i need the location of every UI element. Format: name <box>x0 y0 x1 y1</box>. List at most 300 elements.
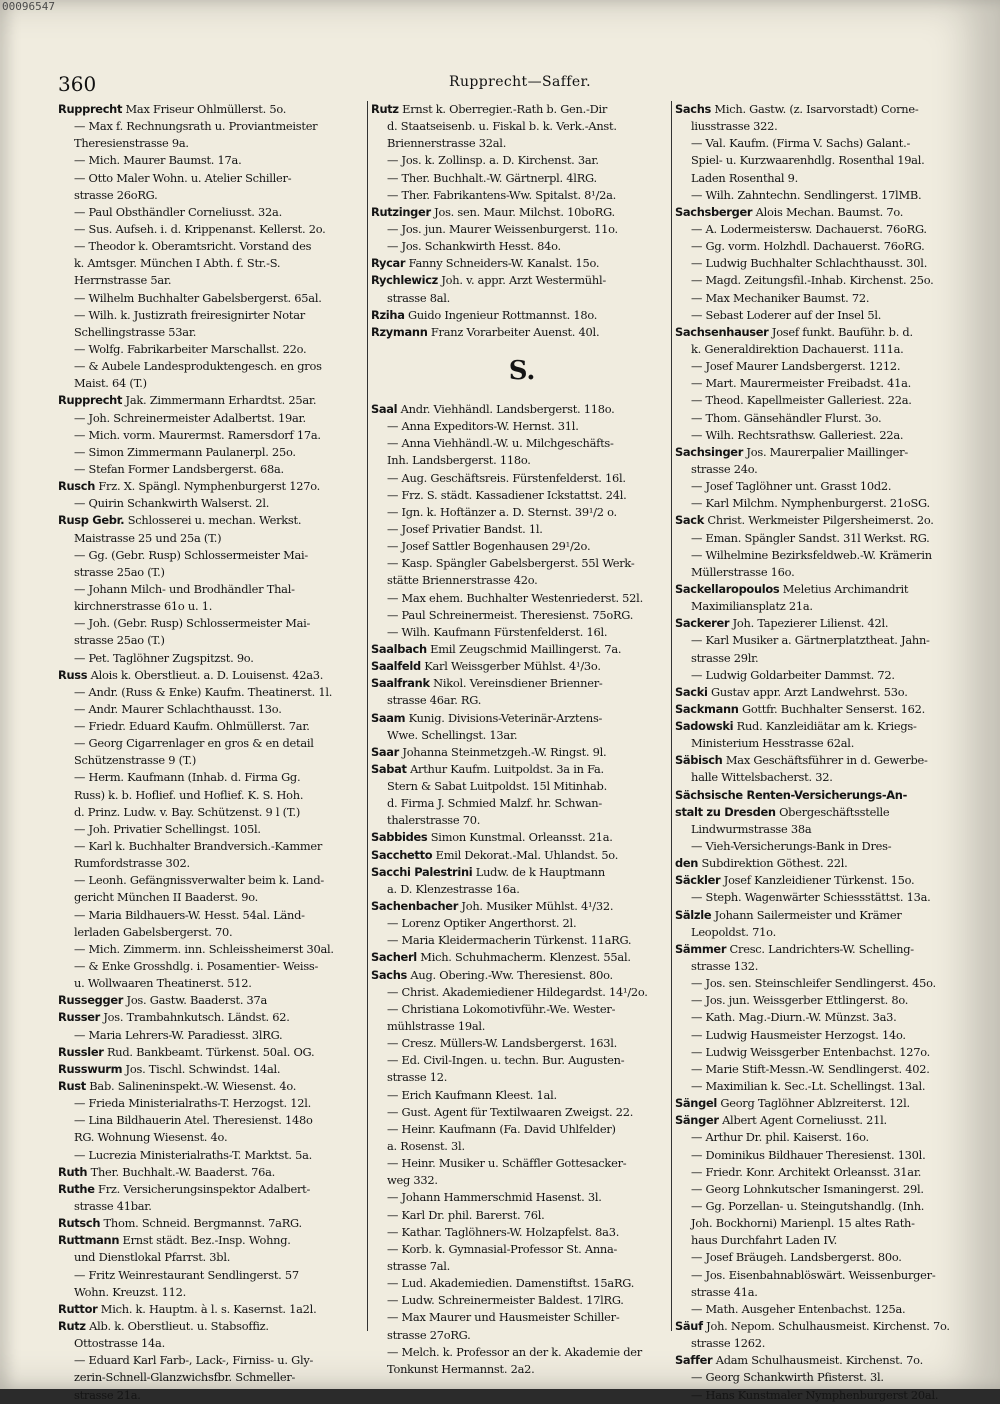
entry-text: Joh. Musiker Mühlst. 4¹/32. <box>461 899 614 914</box>
directory-entry-line <box>675 564 955 581</box>
entry-text: strasse 27oRG. <box>387 1327 471 1342</box>
entry-text: — Josef Maurer Landsbergerst. 1212. <box>691 359 901 374</box>
entry-text: — Friedr. Eduard Kaufm. Ohlmüllerst. 7ar. <box>74 719 310 734</box>
directory-entry-line <box>371 187 673 204</box>
entry-text: strasse 25ao (T.) <box>74 564 165 579</box>
directory-entry-line <box>675 650 955 667</box>
entry-text: strasse 12. <box>387 1070 448 1085</box>
directory-entry-line <box>371 1052 673 1069</box>
directory-entry-line <box>58 341 364 358</box>
entry-text: — Hans Kunstmaler Nymphenburgerst 20al. <box>691 1387 939 1402</box>
directory-entry-line <box>58 735 364 752</box>
entry-text: — Mich. Zimmerm. inn. Schleissheimerst 30al. <box>74 941 334 956</box>
directory-entry-line <box>675 255 955 272</box>
entry-text: — Marie Stift-Messn.-W. Sendlingerst. 402. <box>691 1061 930 1076</box>
directory-entry-line <box>371 470 673 487</box>
entry-surname: Sächsische Renten-Versicherungs-An- <box>675 787 908 802</box>
directory-entry-line <box>58 838 364 855</box>
directory-entry-line <box>371 1001 673 1018</box>
entry-text: — Wolfg. Fabrikarbeiter Marschallst. 22o. <box>74 341 307 356</box>
entry-text: Ottostrasse 14a. <box>74 1336 165 1351</box>
directory-entry-line <box>58 787 364 804</box>
directory-entry-line <box>58 1249 364 1266</box>
directory-entry-line <box>58 1369 364 1386</box>
entry-text: — & Enke Grosshdlg. i. Posamentier- Weiss- <box>74 959 319 974</box>
directory-entry-line <box>58 1095 364 1112</box>
directory-entry-line <box>58 290 364 307</box>
directory-entry-line <box>58 855 364 872</box>
directory-entry-line <box>675 855 955 872</box>
entry-text: — Mich. Maurer Baumst. 17a. <box>74 153 242 168</box>
entry-text: strasse 1262. <box>691 1336 766 1351</box>
entry-surname: Sämmer <box>675 941 727 956</box>
directory-entry-line <box>675 341 955 358</box>
directory-entry-line <box>675 992 955 1009</box>
entry-surname: Rust <box>58 1079 86 1094</box>
directory-entry-line <box>371 1344 673 1361</box>
directory-entry-line <box>371 1258 673 1275</box>
entry-text: — Arthur Dr. phil. Kaiserst. 16o. <box>691 1130 869 1145</box>
entry-text: — Herm. Kaufmann (Inhab. d. Firma Gg. <box>74 770 301 785</box>
entry-text: — Maximilian k. Sec.-Lt. Schellingst. 13al. <box>691 1079 926 1094</box>
entry-text: strasse 21a. <box>74 1387 141 1402</box>
directory-entry-line <box>675 1284 955 1301</box>
entry-text: — Ludwig Buchhalter Schlachthausst. 30l. <box>691 256 928 271</box>
entry-text: Joh. v. appr. Arzt Westermühl- <box>441 273 606 288</box>
directory-entry-line <box>371 1189 673 1206</box>
directory-entry-line <box>675 941 955 958</box>
directory-entry-line <box>371 727 673 744</box>
entry-surname: Rusch <box>58 479 96 494</box>
entry-text: Joh. Tapezierer Lilienst. 42l. <box>732 616 889 631</box>
directory-entry-line <box>58 1147 364 1164</box>
entry-text: stätte Briennerstrasse 42o. <box>387 573 538 588</box>
directory-entry-line <box>675 924 955 941</box>
directory-entry-line <box>58 1009 364 1026</box>
directory-entry-line <box>675 135 955 152</box>
entry-text: Jos. Tischl. Schwindst. 14al. <box>125 1061 281 1076</box>
entry-surname: Russer <box>58 1010 100 1025</box>
entry-text: Max Geschäftsführer in d. Gewerbe- <box>725 753 928 768</box>
entry-text: Mich. Gastw. (z. Isarvorstadt) Corne- <box>714 102 919 116</box>
entry-text: — Sebast Loderer auf der Insel 5l. <box>691 307 882 322</box>
entry-text: Karl Weissgerber Mühlst. 4¹/3o. <box>424 659 601 674</box>
directory-entry-line <box>675 307 955 324</box>
directory-entry-line <box>371 1309 673 1326</box>
entry-text: Bab. Salineninspekt.-W. Wiesenst. 4o. <box>89 1079 297 1094</box>
directory-entry-line <box>675 375 955 392</box>
entry-text: — Lucrezia Ministerialraths-T. Marktst. 5a. <box>74 1147 313 1162</box>
entry-surname: Sachenbacher <box>371 899 459 914</box>
entry-text: strasse 26oRG. <box>74 187 158 202</box>
directory-entry-line <box>675 1387 955 1404</box>
entry-text: Maist. 64 (T.) <box>74 376 147 391</box>
entry-text: — Georg Cigarrenlager en gros & en detail <box>74 736 314 751</box>
entry-text: Obergeschäftsstelle <box>779 804 890 819</box>
directory-entry-line <box>371 1018 673 1035</box>
directory-entry-line <box>371 1292 673 1309</box>
entry-surname: Sänger <box>675 1113 719 1128</box>
directory-entry-line <box>58 872 364 889</box>
entry-text: — Ther. Buchhalt.-W. Gärtnerpl. 4lRG. <box>387 170 597 185</box>
directory-entry-line <box>675 804 955 821</box>
entry-text: — Ludwig Goldarbeiter Dammst. 72. <box>691 667 895 682</box>
entry-text: — Gg. (Gebr. Rusp) Schlossermeister Mai- <box>74 547 309 562</box>
entry-text: — Karl Milchm. Nymphenburgerst. 21oSG. <box>691 496 930 511</box>
entry-text: — Lorenz Optiker Angerthorst. 2l. <box>387 916 577 931</box>
entry-text: Gottfr. Buchhalter Senserst. 162. <box>741 701 925 716</box>
directory-entry-line <box>58 564 364 581</box>
entry-text: Wwe. Schellingst. 13ar. <box>387 727 518 742</box>
entry-surname: Sängel <box>675 1096 717 1111</box>
directory-entry-line <box>58 1284 364 1301</box>
entry-text: strasse 24o. <box>691 461 758 476</box>
entry-text: mühlstrasse 19al. <box>387 1019 486 1034</box>
directory-entry-line <box>675 1061 955 1078</box>
directory-entry-line <box>371 135 673 152</box>
entry-text: Christ. Werkmeister Pilgersheimerst. 2o. <box>707 513 934 528</box>
entry-text: — Ed. Civil-Ingen. u. techn. Bur. Augusten- <box>387 1053 625 1068</box>
directory-entry-line <box>58 907 364 924</box>
entry-text: Alb. k. Oberstlieut. u. Stabsoffiz. <box>89 1318 269 1333</box>
entry-text: — Jos. jun. Maurer Weissenburgerst. 11o. <box>387 221 618 236</box>
directory-entry-line <box>58 255 364 272</box>
entry-surname: Sälzle <box>675 907 712 922</box>
entry-text: — Eman. Spängler Sandst. 31l Werkst. RG. <box>691 530 930 545</box>
directory-entry-line <box>371 675 673 692</box>
directory-entry-line <box>58 1129 364 1146</box>
entry-text: Frz. X. Spängl. Nymphenburgerst 127o. <box>98 479 321 494</box>
entry-text: Adam Schulhausmeist. Kirchenst. 7o. <box>715 1353 923 1368</box>
entry-text: strasse 29lr. <box>691 650 759 665</box>
directory-entry-line <box>58 1027 364 1044</box>
directory-entry-line <box>371 1172 673 1189</box>
entry-surname: den <box>675 856 699 871</box>
directory-entry-line <box>675 152 955 169</box>
entry-surname: Saar <box>371 744 399 759</box>
directory-entry-line <box>58 1044 364 1061</box>
directory-entry-line <box>675 547 955 564</box>
directory-entry-line <box>675 170 955 187</box>
directory-entry-line <box>58 632 364 649</box>
directory-entry-line <box>58 718 364 735</box>
directory-entry-line <box>675 701 955 718</box>
entry-text: — Wilh. Kaufmann Fürstenfelderst. 16l. <box>387 624 608 639</box>
directory-entry-line <box>371 290 673 307</box>
entry-text: — Aug. Geschäftsreis. Fürstenfelderst. 16l. <box>387 470 626 485</box>
directory-entry-line <box>675 907 955 924</box>
directory-entry-line <box>58 358 364 375</box>
directory-entry-line <box>58 889 364 906</box>
entry-text: Rud. Kanzleidiätar am k. Kriegs- <box>736 719 917 734</box>
entry-surname: Sadowski <box>675 719 734 734</box>
entry-text: a. D. Klenzestrasse 16a. <box>387 881 520 896</box>
page-number: 360 <box>58 72 97 96</box>
directory-entry-line <box>675 512 955 529</box>
directory-entry-line <box>371 572 673 589</box>
entry-text: Herrnstrasse 5ar. <box>74 273 172 288</box>
entry-surname: Rzymann <box>371 324 428 339</box>
entry-text: Ludw. de k Hauptmann <box>475 864 605 879</box>
entry-text: strasse 41a. <box>691 1284 758 1299</box>
entry-surname: Sabat <box>371 761 407 776</box>
entry-text: — Georg Lohnkutscher Ismaningerst. 29l. <box>691 1181 924 1196</box>
directory-entry-line <box>58 1267 364 1284</box>
directory-entry-line <box>58 615 364 632</box>
directory-entry-line <box>371 152 673 169</box>
directory-entry-line <box>58 101 364 118</box>
directory-entry-line <box>675 324 955 341</box>
directory-entry-line <box>675 889 955 906</box>
directory-entry-line <box>675 410 955 427</box>
directory-entry-line <box>675 444 955 461</box>
directory-entry-line <box>371 1104 673 1121</box>
directory-entry-line <box>675 1147 955 1164</box>
directory-entry-line <box>371 864 673 881</box>
entry-text: — Kathar. Taglöhners-W. Holzapfelst. 8a3. <box>387 1224 620 1239</box>
directory-entry-line <box>371 932 673 949</box>
directory-entry-line <box>371 1361 673 1378</box>
directory-entry-line <box>675 787 955 804</box>
entry-surname: Sachsenhauser <box>675 324 769 339</box>
directory-entry-line <box>371 898 673 915</box>
directory-entry-line <box>675 530 955 547</box>
entry-surname: Säbisch <box>675 753 723 768</box>
entry-text: Alois k. Oberstlieut. a. D. Louisenst. 42a3. <box>90 667 324 682</box>
entry-text: Inh. Landsbergerst. 118o. <box>387 453 531 468</box>
entry-surname: Rupprecht <box>58 393 123 408</box>
entry-text: — Maria Lehrers-W. Paradiesst. 3lRG. <box>74 1027 283 1042</box>
directory-entry-line <box>58 427 364 444</box>
entry-text: — Wilhelmine Bezirksfeldweb.-W. Krämerin <box>691 547 932 562</box>
entry-text: thalerstrasse 70. <box>387 813 481 828</box>
directory-entry-line <box>675 975 955 992</box>
directory-entry-line <box>58 495 364 512</box>
entry-text: — Mart. Maurermeister Freibadst. 41a. <box>691 376 911 391</box>
entry-text: Schützenstrasse 9 (T.) <box>74 753 197 768</box>
entry-text: — Fritz Weinrestaurant Sendlingerst. 57 <box>74 1267 299 1282</box>
entry-text: Cresc. Landrichters-W. Schelling- <box>729 941 914 956</box>
entry-text: — Sus. Aufseh. i. d. Krippenanst. Kellerst. 2o. <box>74 221 326 236</box>
directory-entry-line <box>371 418 673 435</box>
directory-entry-line <box>675 958 955 975</box>
entry-surname: Rusp Gebr. <box>58 513 125 528</box>
entry-text: — Leonh. Gefängnissverwalter beim k. Land- <box>74 873 324 888</box>
entry-text: — Korb. k. Gymnasial-Professor St. Anna- <box>387 1241 618 1256</box>
directory-entry-line <box>58 667 364 684</box>
entry-text: — Georg Schankwirth Pfisterst. 3l. <box>691 1370 884 1385</box>
directory-entry-line <box>58 1164 364 1181</box>
entry-surname: Sacki <box>675 684 708 699</box>
entry-text: Frz. Versicherungsinspektor Adalbert- <box>98 1181 311 1196</box>
entry-text: — Frieda Ministerialraths-T. Herzogst. 12l. <box>74 1096 311 1111</box>
entry-surname: Ruth <box>58 1164 88 1179</box>
entry-text: Emil Dekorat.-Mal. Uhlandst. 5o. <box>435 847 619 862</box>
entry-text: — Jos. k. Zollinsp. a. D. Kirchenst. 3ar. <box>387 153 599 168</box>
directory-entry-line <box>675 1215 955 1232</box>
entry-text: Nikol. Vereinsdiener Brienner- <box>433 676 603 691</box>
directory-entry-line <box>675 838 955 855</box>
directory-entry-line <box>675 1129 955 1146</box>
directory-entry-line <box>675 769 955 786</box>
entry-text: — Erich Kaufmann Kleest. 1al. <box>387 1087 557 1102</box>
entry-text: Johann Sailermeister und Krämer <box>714 907 902 922</box>
directory-entry-line <box>371 795 673 812</box>
directory-entry-line <box>58 941 364 958</box>
entry-text: Ernst städt. Bez.-Insp. Wohng. <box>122 1233 291 1248</box>
directory-entry-line <box>675 1301 955 1318</box>
entry-text: — Ign. k. Hoftänzer a. D. Sternst. 39¹/2 o. <box>387 504 617 519</box>
entry-text: Schellingstrasse 53ar. <box>74 324 197 339</box>
directory-entry-line <box>675 1369 955 1386</box>
directory-entry-line <box>58 804 364 821</box>
entry-surname: Rupprecht <box>58 102 123 116</box>
entry-surname: Rycar <box>371 256 406 271</box>
entry-text: Maistrasse 25 und 25a (T.) <box>74 530 222 545</box>
directory-entry-line <box>371 204 673 221</box>
entry-text: — Paul Schreinermeist. Theresienst. 75oRG. <box>387 607 634 622</box>
directory-entry-line <box>58 701 364 718</box>
entry-text: d. Firma J. Schmied Malzf. hr. Schwan- <box>387 796 602 811</box>
entry-text: kirchnerstrasse 61o u. 1. <box>74 599 213 614</box>
entry-text: — Josef Privatier Bandst. 1l. <box>387 521 543 536</box>
entry-text: — Joh. Privatier Schellingst. 105l. <box>74 821 261 836</box>
entry-surname: Ruttmann <box>58 1233 120 1248</box>
directory-entry-line <box>675 427 955 444</box>
entry-surname: Russwurm <box>58 1061 123 1076</box>
entry-text: — Dominikus Bildhauer Theresienst. 130l. <box>691 1147 926 1162</box>
entry-text: Rud. Bankbeamt. Türkenst. 50al. OG. <box>106 1044 315 1059</box>
directory-entry-line <box>675 478 955 495</box>
directory-entry-line <box>675 1318 955 1335</box>
entry-text: — Lina Bildhauerin Atel. Theresienst. 148o <box>74 1113 313 1128</box>
entry-surname: Saalbach <box>371 641 427 656</box>
entry-text: — Wilh. Zahntechn. Sendlingerst. 17lMB. <box>691 187 922 202</box>
directory-entry-line <box>675 1232 955 1249</box>
entry-surname: Säuf <box>675 1318 703 1333</box>
directory-entry-line <box>371 504 673 521</box>
directory-entry-line <box>371 915 673 932</box>
directory-entry-line <box>58 924 364 941</box>
entry-text: Tonkunst Hermannst. 2a2. <box>387 1361 535 1376</box>
directory-entry-line <box>675 1352 955 1369</box>
entry-text: Fanny Schneiders-W. Kanalst. 15o. <box>408 256 600 271</box>
entry-text: — Josef Taglöhner unt. Grasst 10d2. <box>691 479 892 494</box>
entry-text: Müllerstrasse 16o. <box>691 564 795 579</box>
entry-text: — Kath. Mag.-Diurn.-W. Münzst. 3a3. <box>691 1010 897 1025</box>
entry-text: — Andr. Maurer Schlachthausst. 13o. <box>74 701 282 716</box>
entry-text: — Wilhelm Buchhalter Gabelsbergerst. 65al. <box>74 290 322 305</box>
directory-entry-line <box>371 238 673 255</box>
directory-entry-line <box>371 401 673 418</box>
entry-text: — Max Mechaniker Baumst. 72. <box>691 290 870 305</box>
entry-surname: Saffer <box>675 1353 713 1368</box>
directory-entry-line <box>675 1181 955 1198</box>
directory-entry-line <box>675 101 955 118</box>
directory-entry-line <box>371 452 673 469</box>
entry-text: — Ludwig Weissgerber Entenbachst. 127o. <box>691 1044 930 1059</box>
directory-entry-line <box>675 1027 955 1044</box>
entry-text: strasse 25ao (T.) <box>74 633 165 648</box>
entry-text: — Karl Musiker a. Gärtnerplatztheat. Jahn- <box>691 633 930 648</box>
directory-entry-line <box>371 590 673 607</box>
entry-text: — Theodor k. Oberamtsricht. Vorstand des <box>74 239 312 254</box>
entry-text: — Max f. Rechnungsrath u. Proviantmeister <box>74 119 318 134</box>
entry-surname: Russler <box>58 1044 104 1059</box>
entry-text: — & Aubele Landesproduktengesch. en gros <box>74 359 322 374</box>
entry-text: Joh. Bockhorni) Marienpl. 15 altes Rath- <box>691 1216 915 1231</box>
entry-text: Johanna Steinmetzgeh.-W. Ringst. 9l. <box>402 744 607 759</box>
entry-text: Spiel- u. Kurzwaarenhdlg. Rosenthal 19al. <box>691 153 925 168</box>
directory-entry-line <box>371 101 673 118</box>
directory-entry-line <box>371 778 673 795</box>
entry-text: — Maria Kleidermacherin Türkenst. 11aRG. <box>387 933 632 948</box>
directory-entry-line <box>58 324 364 341</box>
entry-text: Ernst k. Oberregier.-Rath b. Gen.-Dir <box>402 102 608 116</box>
entry-surname: Rutsch <box>58 1216 101 1231</box>
entry-text: — Math. Ausgeher Entenbachst. 125a. <box>691 1301 906 1316</box>
entry-text: — Melch. k. Professor an der k. Akademie der <box>387 1344 642 1359</box>
directory-entry-line <box>58 1198 364 1215</box>
entry-text: Lindwurmstrasse 38a <box>691 821 812 836</box>
entry-text: Jos. Gastw. Baaderst. 37a <box>126 993 268 1008</box>
entry-surname: Sachsinger <box>675 444 744 459</box>
entry-text: Leopoldst. 71o. <box>691 924 776 939</box>
entry-surname: Rutz <box>58 1318 86 1333</box>
directory-entry-line <box>675 598 955 615</box>
directory-entry-line <box>371 984 673 1001</box>
section-letter: S. <box>508 355 536 386</box>
entry-surname: Saalfrank <box>371 676 430 691</box>
entry-surname: Ruttor <box>58 1301 98 1316</box>
entry-text: Jak. Zimmermann Erhardtst. 25ar. <box>125 393 317 408</box>
entry-text: — Andr. (Russ & Enke) Kaufm. Theatinerst. 1l. <box>74 684 333 699</box>
entry-surname: Rutzinger <box>371 204 431 219</box>
entry-surname: Sackellaropoulos <box>675 581 780 596</box>
directory-entry-line <box>58 581 364 598</box>
entry-text: Alois Mechan. Baumst. 7o. <box>755 204 904 219</box>
entry-text: — Frz. S. städt. Kassadiener Ickstattst. 24l. <box>387 487 627 502</box>
directory-entry-line <box>371 221 673 238</box>
entry-surname: Rziha <box>371 307 405 322</box>
directory-entry-line <box>371 324 673 341</box>
directory-entry-line <box>675 290 955 307</box>
entry-text: Jos. sen. Maur. Milchst. 10boRG. <box>434 204 615 219</box>
entry-surname: Sachs <box>371 967 408 982</box>
directory-entry-line <box>58 478 364 495</box>
directory-entry-line <box>58 821 364 838</box>
directory-entry-line <box>371 1069 673 1086</box>
directory-entry-line <box>675 1198 955 1215</box>
entry-text: — Jos. Schankwirth Hesst. 84o. <box>387 239 561 254</box>
directory-entry-line <box>58 769 364 786</box>
entry-text: Emil Zeugschmid Maillingerst. 7a. <box>430 641 622 656</box>
entry-text: — Johann Milch- und Brodhändler Thal- <box>74 581 295 596</box>
directory-entry-line <box>58 598 364 615</box>
directory-entry-line <box>371 624 673 641</box>
directory-entry-line <box>371 1241 673 1258</box>
entry-surname: Sachsberger <box>675 204 753 219</box>
directory-entry-line <box>675 204 955 221</box>
entry-text: d. Staatseisenb. u. Fiskal b. k. Verk.-Anst. <box>387 119 617 134</box>
entry-text: k. Amtsger. München I Abth. f. Str.-S. <box>74 256 281 271</box>
directory-entry-line <box>371 761 673 778</box>
directory-entry-line <box>58 992 364 1009</box>
directory-entry-line <box>675 238 955 255</box>
entry-surname: Sachs <box>675 102 712 116</box>
entry-text: Franz Vorarbeiter Auenst. 40l. <box>430 324 600 339</box>
directory-entry-line <box>371 487 673 504</box>
